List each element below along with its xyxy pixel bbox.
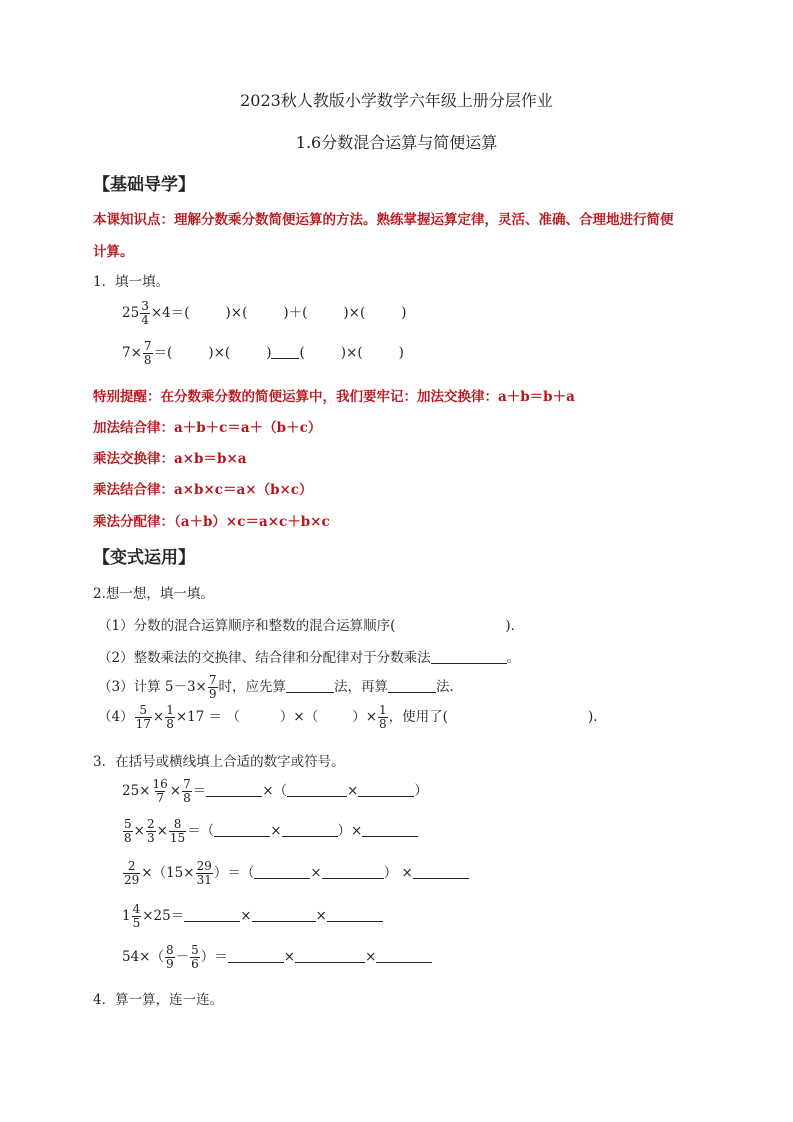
answer-blank[interactable] [388, 678, 436, 693]
q2-item2: （2）整数乘法的交换律、结合律和分配律对于分数乘法 。 [98, 650, 521, 666]
q2-item3: （3）计算 5－3× $\frac{7}{9}$ 时，应先算 法，再算 法. [98, 673, 454, 701]
answer-blank[interactable] [295, 948, 365, 963]
question-4-prompt: 4．算一算，连一连。 [93, 992, 224, 1008]
question-1-prompt: 1．填一填。 [93, 274, 170, 290]
q3-row3: $\frac{2}{29}$ ×（15× $\frac{29}{31}$ ）＝（ × ） × [122, 860, 469, 887]
section-heading-basic: 【基础导学】 [93, 175, 195, 195]
tip-line2: 加法结合律：a＋b＋c＝a＋（b＋c） [93, 420, 322, 436]
answer-blank[interactable] [413, 864, 469, 879]
operator-blank[interactable] [271, 344, 299, 359]
answer-blank[interactable] [327, 907, 383, 922]
answer-blank[interactable] [254, 864, 310, 879]
answer-blank[interactable] [286, 678, 334, 693]
q1-row2: 7× $\frac{7}{8}$ ＝( )×( ) ( )×( ) [122, 339, 404, 367]
tip-line5: 乘法分配律：（a＋b）×c＝a×c＋b×c [93, 514, 330, 530]
knowledge-point-line2: 计算。 [93, 244, 134, 260]
section-heading-variant: 【变式运用】 [93, 548, 195, 568]
page-subtitle: 1.6分数混合运算与简便运算 [295, 133, 498, 152]
fraction: $\frac{7}{9}$ [208, 673, 217, 701]
q1-row1: 25 $\frac{3}{4}$ ×4＝( )×( )＋( )×( ) [122, 299, 407, 327]
q3-row2: $\frac{5}{8}$ × $\frac{2}{3}$ × $\frac{8}{15}$ ＝（ × ）× [122, 818, 418, 845]
q3-row1: 25× $\frac{16}{7}$ × $\frac{7}{8}$ ＝ ×（ × ） [122, 777, 428, 805]
answer-blank[interactable] [282, 822, 338, 837]
q3-row4: 1 $\frac{4}{5}$ ×25＝ × × [122, 903, 383, 930]
answer-blank[interactable] [431, 649, 507, 664]
tip-line1: 特别提醒：在分数乘分数的简便运算中，我们要牢记：加法交换律：a＋b＝b＋a [93, 389, 575, 405]
q2-item1: （1）分数的混合运算顺序和整数的混合运算顺序( )． [98, 618, 525, 634]
answer-blank[interactable] [287, 782, 347, 797]
answer-blank[interactable] [362, 822, 418, 837]
answer-blank[interactable] [206, 782, 262, 797]
answer-blank[interactable] [228, 948, 284, 963]
question-2-prompt: 2.想一想，填一填。 [93, 586, 214, 602]
question-3-prompt: 3．在括号或横线填上合适的数字或符号。 [93, 754, 345, 770]
answer-blank[interactable] [184, 907, 240, 922]
page-title: 2023秋人教版小学数学六年级上册分层作业 [240, 91, 553, 110]
fraction: $\frac{3}{4}$ [141, 299, 149, 327]
tip-line3: 乘法交换律：a×b＝b×a [93, 451, 247, 467]
q1-row1-whole: 25 [122, 305, 140, 321]
q2-item4: （4） $\frac{5}{17}$ × $\frac{1}{8}$ ×17 ＝ （ ）×（ ）× $\frac{1}{8}$ ，使用了( ). [98, 703, 598, 731]
answer-blank[interactable] [214, 822, 270, 837]
knowledge-point-line1: 本课知识点：理解分数乘分数简便运算的方法。熟练掌握运算定律，灵活、准确、合理地进行简便 [93, 212, 674, 228]
answer-blank[interactable] [322, 864, 384, 879]
fraction: $\frac{7}{8}$ [143, 339, 152, 367]
answer-blank[interactable] [358, 782, 414, 797]
q3-row5: 54×（ $\frac{8}{9}$ － $\frac{5}{6}$ ）＝ × × [122, 944, 432, 971]
answer-blank[interactable] [376, 948, 432, 963]
tip-line4: 乘法结合律：a×b×c＝a×（b×c） [93, 482, 313, 498]
answer-blank[interactable] [252, 907, 316, 922]
